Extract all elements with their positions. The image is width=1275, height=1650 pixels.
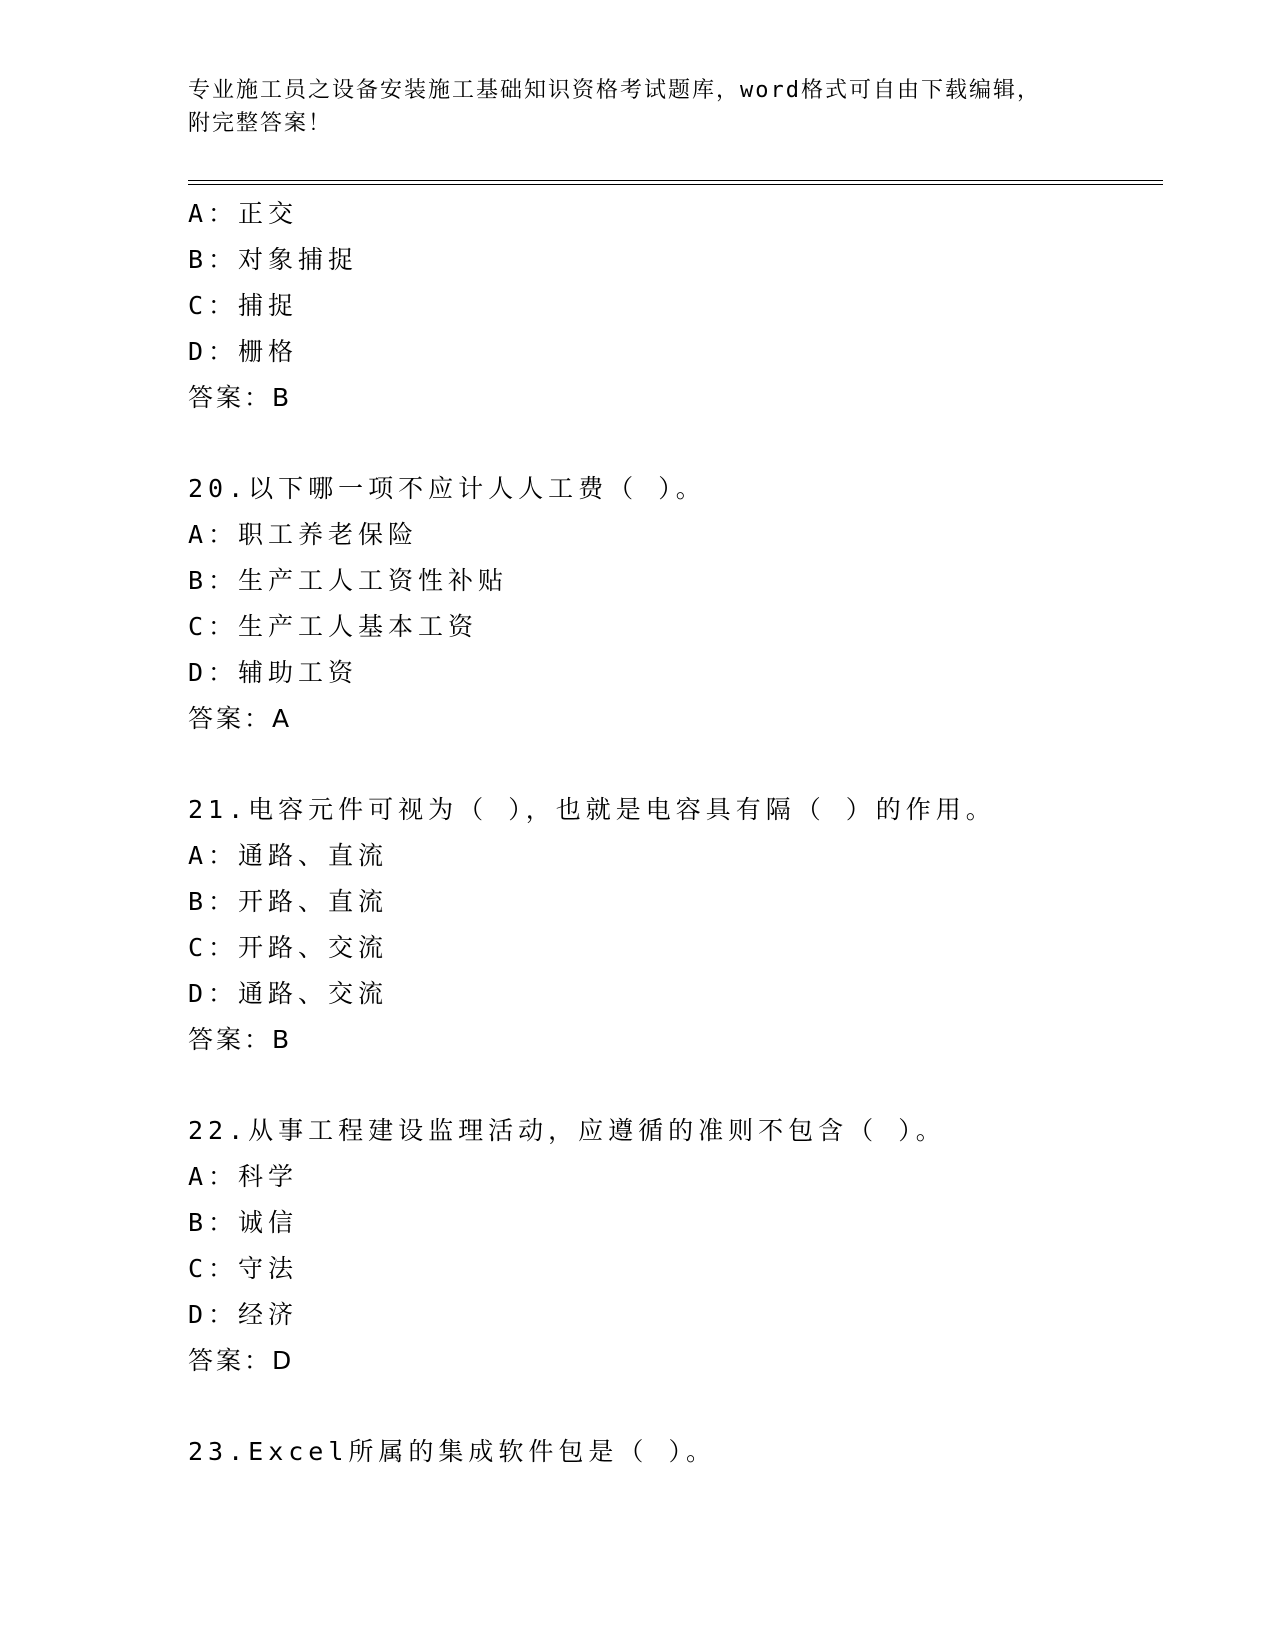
option-d: D：辅助工资 bbox=[188, 658, 359, 687]
option-b: B：开路、直流 bbox=[188, 887, 389, 916]
answer-line: 答案：B bbox=[188, 383, 293, 412]
option-d: D：经济 bbox=[188, 1300, 299, 1329]
answer-line: 答案：A bbox=[188, 704, 293, 733]
header-line-1: 专业施工员之设备安装施工基础知识资格考试题库，word格式可自由下载编辑， bbox=[188, 78, 1041, 103]
document-header bbox=[188, 74, 1088, 140]
option-b: B：对象捕捉 bbox=[188, 245, 359, 274]
question-text: 22.从事工程建设监理活动，应遵循的准则不包含（ ）。 bbox=[188, 1116, 946, 1145]
question-21-block bbox=[188, 787, 1163, 1063]
spacer bbox=[188, 1063, 1163, 1108]
spacer bbox=[188, 421, 1163, 466]
header-divider-bottom bbox=[188, 184, 1163, 185]
option-c: C：开路、交流 bbox=[188, 933, 389, 962]
question-text: 21.电容元件可视为（ ），也就是电容具有隔（ ）的作用。 bbox=[188, 795, 996, 824]
option-a: A：通路、直流 bbox=[188, 841, 389, 870]
option-b: B：生产工人工资性补贴 bbox=[188, 566, 509, 595]
option-b: B：诚信 bbox=[188, 1208, 299, 1237]
spacer bbox=[188, 742, 1163, 787]
question-text: 20.以下哪一项不应计人人工费（ ）。 bbox=[188, 474, 706, 503]
option-a: A：职工养老保险 bbox=[188, 520, 419, 549]
option-c: C：捕捉 bbox=[188, 291, 299, 320]
question-20-block bbox=[188, 466, 1163, 742]
answer-line: 答案：B bbox=[188, 1025, 293, 1054]
option-a: A：正交 bbox=[188, 199, 299, 228]
spacer bbox=[188, 1384, 1163, 1429]
option-d: D：栅格 bbox=[188, 337, 299, 366]
question-22-block bbox=[188, 1108, 1163, 1384]
header-line-2: 附完整答案！ bbox=[188, 111, 333, 136]
question-list bbox=[188, 191, 1163, 1475]
option-c: C：生产工人基本工资 bbox=[188, 612, 479, 641]
answer-line: 答案：D bbox=[188, 1346, 295, 1375]
header-divider-top bbox=[188, 180, 1163, 181]
question-23-block bbox=[188, 1429, 1163, 1475]
option-c: C：守法 bbox=[188, 1254, 299, 1283]
option-d: D：通路、交流 bbox=[188, 979, 389, 1008]
question-text: 23.Excel所属的集成软件包是（ ）。 bbox=[188, 1437, 716, 1466]
question-19-block bbox=[188, 191, 1163, 421]
option-a: A：科学 bbox=[188, 1162, 299, 1191]
